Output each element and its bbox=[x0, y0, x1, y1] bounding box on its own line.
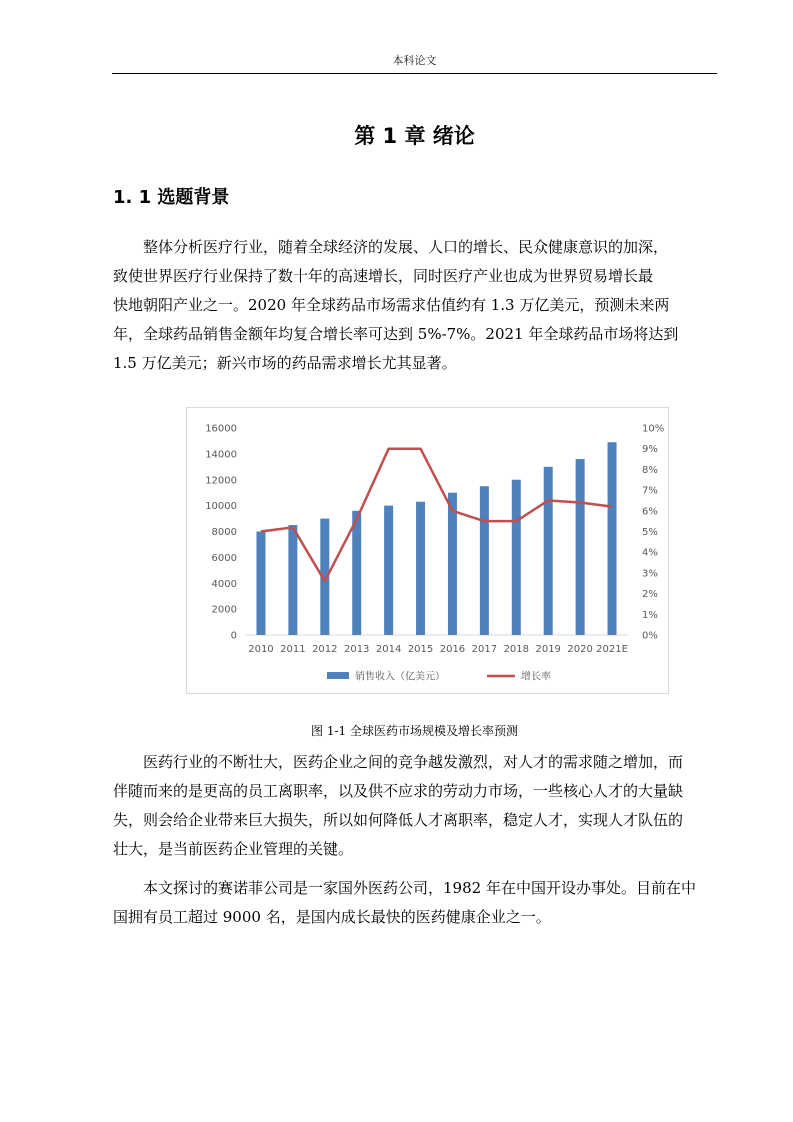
paragraph-line: 致使世界医疗行业保持了数十年的高速增长，同时医疗产业也成为世界贸易增长最 bbox=[113, 267, 654, 285]
x-tick-label: 2018 bbox=[503, 644, 530, 655]
paragraph-line: 国拥有员工超过 9000 名，是国内成长最快的医药健康企业之一。 bbox=[113, 908, 551, 926]
bar bbox=[384, 506, 393, 635]
figure-chart bbox=[186, 407, 669, 694]
bar bbox=[256, 532, 265, 636]
y-right-tick-label: 10% bbox=[642, 423, 665, 435]
paragraph-line: 医药行业的不断壮大，医药企业之间的竞争越发激烈，对人才的需求随之增加，而 bbox=[113, 753, 684, 771]
bar bbox=[480, 486, 489, 635]
x-tick-label: 2014 bbox=[375, 644, 402, 655]
y-left-tick-label: 6000 bbox=[211, 552, 237, 564]
legend-label: 销售收入（亿美元） bbox=[355, 671, 445, 683]
chart-svg bbox=[187, 408, 668, 693]
x-tick-label: 2017 bbox=[471, 644, 498, 655]
section-title: 1. 1 选题背景 bbox=[113, 187, 230, 208]
y-left-tick-label: 16000 bbox=[205, 423, 237, 435]
page-header: 本科论文 bbox=[392, 54, 437, 67]
y-right-tick-label: 4% bbox=[642, 547, 658, 559]
bar bbox=[288, 525, 297, 635]
y-right-tick-label: 8% bbox=[642, 464, 658, 476]
y-left-tick-label: 12000 bbox=[205, 475, 237, 487]
y-right-tick-label: 2% bbox=[642, 589, 658, 601]
bar bbox=[608, 442, 617, 635]
y-left-tick-label: 14000 bbox=[205, 449, 237, 461]
bar bbox=[448, 493, 457, 635]
y-right-tick-label: 3% bbox=[642, 568, 658, 580]
paragraph-line: 伴随而来的是更高的员工离职率，以及供不应求的劳动力市场，一些核心人才的大量缺 bbox=[113, 782, 684, 800]
paragraph-3 bbox=[113, 874, 718, 932]
paragraph-line: 本文探讨的赛诺菲公司是一家国外医药公司，1982 年在中国开设办事处。目前在中 bbox=[113, 879, 696, 897]
bar bbox=[512, 480, 521, 635]
y-left-tick-label: 8000 bbox=[211, 527, 237, 538]
bar bbox=[416, 502, 425, 635]
paragraph-1 bbox=[113, 233, 718, 378]
header-divider bbox=[112, 73, 717, 74]
x-tick-label: 2021E bbox=[596, 644, 628, 655]
paragraph-line: 壮大，是当前医药企业管理的关键。 bbox=[113, 840, 354, 858]
x-tick-label: 2010 bbox=[248, 644, 274, 655]
y-left-tick-label: 0 bbox=[230, 630, 237, 642]
legend-label: 增长率 bbox=[521, 671, 551, 683]
paragraph-line: 1.5 万亿美元；新兴市场的药品需求增长尤其显著。 bbox=[113, 354, 457, 372]
y-right-tick-label: 5% bbox=[642, 527, 658, 538]
y-right-tick-label: 6% bbox=[642, 506, 658, 518]
x-tick-label: 2011 bbox=[280, 644, 306, 655]
x-tick-label: 2016 bbox=[439, 644, 466, 655]
paragraph-line: 年，全球药品销售金额年均复合增长率可达到 5%-7%。2021 年全球药品市场将达到 bbox=[113, 325, 679, 343]
x-tick-label: 2015 bbox=[407, 644, 434, 655]
x-tick-label: 2020 bbox=[567, 644, 593, 655]
paragraph-line: 失，则会给企业带来巨大损失，所以如何降低人才离职率，稳定人才，实现人才队伍的 bbox=[113, 811, 684, 829]
x-tick-label: 2012 bbox=[312, 644, 338, 655]
y-right-tick-label: 7% bbox=[642, 485, 658, 497]
bar bbox=[576, 459, 585, 635]
paragraph-line: 整体分析医疗行业，随着全球经济的发展、人口的增长、民众健康意识的加深， bbox=[113, 238, 669, 256]
paragraph-line: 快地朝阳产业之一。2020 年全球药品市场需求估值约有 1.3 万亿美元，预测未来两 bbox=[113, 296, 670, 314]
bar bbox=[544, 467, 553, 635]
legend-swatch-bar bbox=[327, 672, 349, 679]
y-right-tick-label: 1% bbox=[642, 609, 658, 621]
growth-rate-line bbox=[261, 449, 612, 581]
figure-caption: 图 1-1 全球医药市场规模及增长率预测 bbox=[311, 724, 518, 738]
bar bbox=[352, 511, 361, 635]
y-left-tick-label: 2000 bbox=[211, 604, 237, 616]
chapter-title: 第 1 章 绪论 bbox=[354, 124, 475, 148]
paragraph-2 bbox=[113, 748, 718, 864]
y-left-tick-label: 4000 bbox=[211, 578, 237, 590]
y-right-tick-label: 0% bbox=[642, 630, 658, 642]
x-tick-label: 2019 bbox=[535, 644, 561, 655]
y-right-tick-label: 9% bbox=[642, 444, 658, 456]
y-left-tick-label: 10000 bbox=[205, 501, 237, 513]
x-tick-label: 2013 bbox=[343, 644, 370, 655]
